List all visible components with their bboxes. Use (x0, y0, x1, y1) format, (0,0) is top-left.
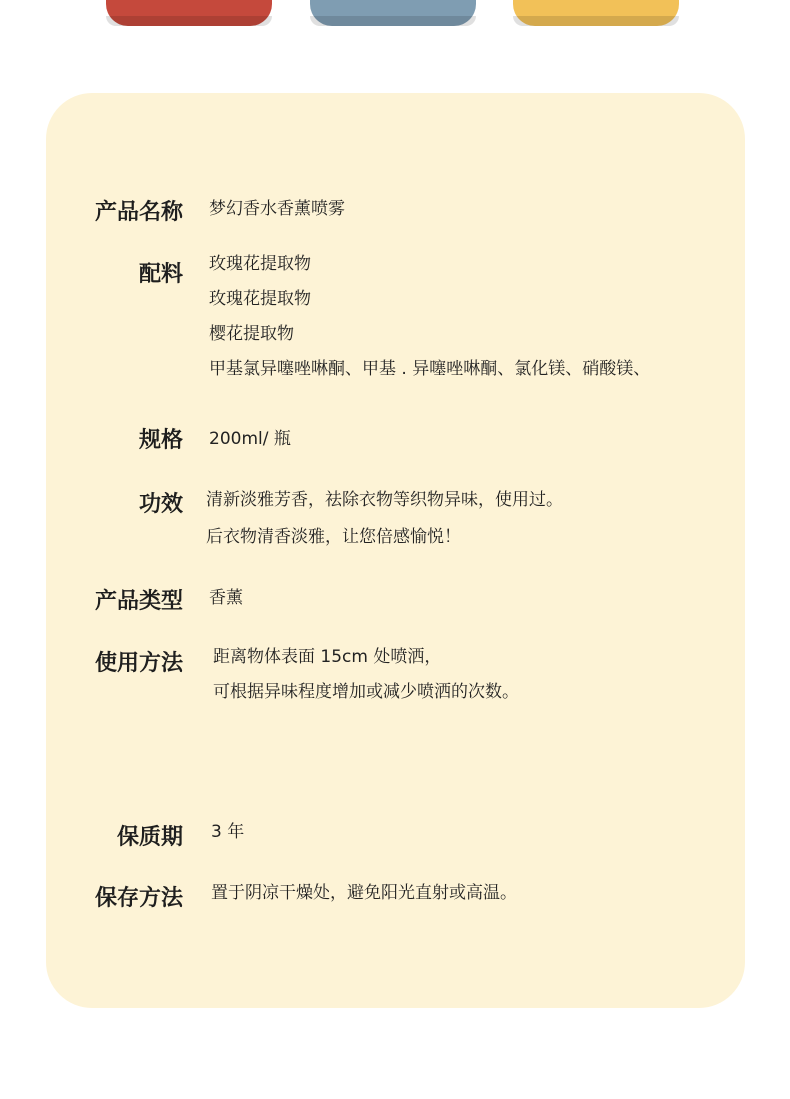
shelf-life-line: 3 年 (211, 822, 245, 842)
product-name-label: 产品名称 (94, 200, 183, 225)
product-name-value (209, 192, 345, 227)
shelf-life-value (211, 815, 244, 850)
spec-line: 200ml/ 瓶 (209, 429, 291, 449)
ingredient-line: 玫瑰花提取物 (209, 289, 311, 309)
effect-line: 清新淡雅芳香，祛除衣物等织物异味，使用过。 (206, 490, 563, 510)
usage-value (213, 640, 519, 710)
product-type-value (209, 581, 243, 616)
usage-line: 距离物体表面 15cm 处喷洒， (213, 647, 442, 667)
product-name-line: 梦幻香水香薰喷雾 (209, 199, 345, 219)
storage-label: 保存方法 (94, 886, 183, 911)
product-type-label: 产品类型 (94, 589, 183, 614)
ingredient-line: 樱花提取物 (209, 324, 294, 344)
ingredients-value (209, 247, 650, 387)
storage-line: 置于阴凉干燥处，避免阳光直射或高温。 (211, 883, 517, 903)
blue-bottle-image (310, 0, 476, 26)
ingredients-label: 配料 (138, 262, 183, 287)
spec-value (209, 422, 291, 457)
effect-label: 功效 (138, 492, 183, 517)
usage-label: 使用方法 (94, 651, 183, 676)
yellow-bottle-image (513, 0, 679, 26)
spec-label: 规格 (138, 428, 183, 453)
storage-value (211, 876, 517, 911)
ingredient-line: 玫瑰花提取物 (209, 254, 311, 274)
effect-value (206, 482, 563, 556)
effect-line: 后衣物清香淡雅，让您倍感愉悦！ (206, 527, 461, 547)
product-type-line: 香薰 (209, 588, 243, 608)
shelf-life-label: 保质期 (116, 825, 183, 850)
usage-line: 可根据异味程度增加或减少喷洒的次数。 (213, 682, 519, 702)
red-bottle-image (106, 0, 272, 26)
ingredient-line: 甲基氯异噻唑啉酮、甲基 . 异噻唑啉酮、氯化镁、硝酸镁、 (209, 359, 651, 379)
